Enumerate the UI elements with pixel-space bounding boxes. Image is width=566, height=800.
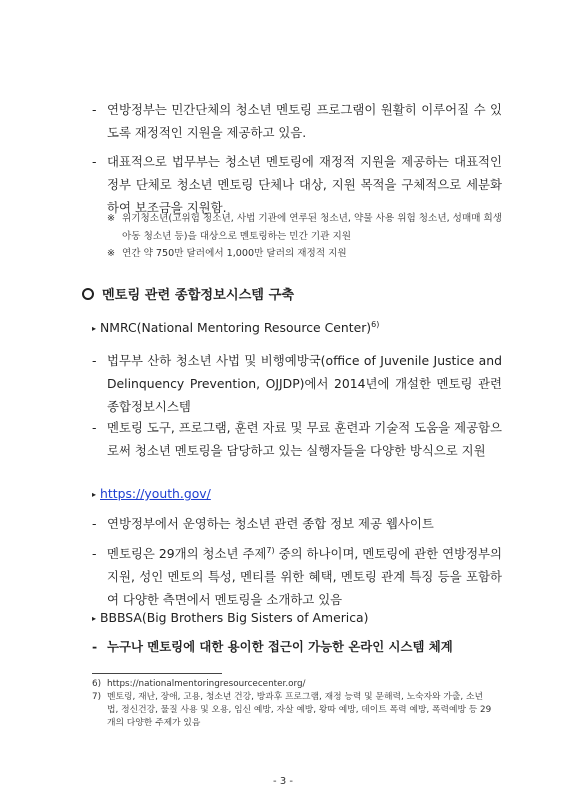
footnote-number: 6) (92, 679, 102, 689)
footnote-number: 7) (92, 692, 102, 702)
bullet-text: 대표적으로 법무부는 청소년 멘토링에 재정적 지원을 제공하는 대표적인 정부 단체로 청소년 멘토링 단체나 대상, 지원 목적을 구체적으로 세분화하여 보조금을 지원함. (107, 154, 502, 215)
bullet-text-part: 중의 하나이며, 멘토링에 관한 연방정부의 지원, 성인 멘토의 특성, 멘티를 위한 혜택, 멘토링 관계 특징 등을 포함하여 다양한 측면에서 멘토링을 소개하고 있음 (107, 546, 502, 607)
note-text: 위기청소년(고위험 청소년, 사법 기관에 연루된 청소년, 약물 사용 위험 청소년, 성매매 희생 아동 청소년 등)을 대상으로 멘토링하는 민간 기관 지원 (122, 213, 503, 242)
bullet-item (92, 635, 502, 658)
bullet-item (92, 512, 502, 535)
triangle-bullet-icon: ▸ (92, 324, 97, 333)
bullet-text: 연방정부는 민간단체의 청소년 멘토링 프로그램이 원활히 이루어질 수 있도록 재정적인 지원을 제공하고 있음. (107, 102, 502, 140)
triangle-bullet-icon: ▸ (92, 490, 97, 499)
note-text: 연간 약 750만 달러에서 1,000만 달러의 재정적 지원 (122, 248, 347, 259)
circle-bullet-icon (82, 288, 94, 300)
bullet-text: 누구나 멘토링에 대한 용이한 접근이 가능한 온라인 시스템 체계 (107, 639, 453, 654)
dash-marker: - (92, 353, 97, 368)
section-title: 멘토링 관련 종합정보시스템 구축 (102, 288, 295, 303)
reference-note (107, 245, 507, 263)
dash-marker: - (92, 102, 97, 117)
bullet-item (92, 150, 502, 219)
footnote (92, 691, 492, 730)
dash-marker: - (92, 516, 97, 531)
page-number: - 3 - (273, 776, 293, 787)
source-title: BBBSA(Big Brothers Big Sisters of America) (100, 610, 369, 625)
bullet-item (92, 349, 502, 418)
source-heading-bbbsa (92, 608, 368, 630)
footnote-ref[interactable]: 6) (371, 319, 380, 329)
dash-marker: - (92, 546, 97, 561)
youth-gov-link[interactable]: https://youth.gov/ (100, 486, 211, 501)
bullet-text (92, 542, 502, 611)
bullet-item (92, 416, 502, 462)
footnote-divider (92, 673, 222, 674)
footnote-ref[interactable]: 7) (266, 545, 275, 555)
note-mark: ※ (107, 248, 116, 259)
footnote-text: https://nationalmentoringresourcecenter.org/ (107, 679, 306, 689)
section-heading (82, 286, 294, 306)
source-heading-nmrc (92, 318, 379, 340)
footnote (92, 678, 492, 691)
dash-marker: - (92, 639, 98, 654)
bullet-text: 멘토링 도구, 프로그램, 훈련 자료 및 무료 훈련과 기술적 도움을 제공함으로써 청소년 멘토링을 담당하고 있는 실행자들을 다양한 방식으로 지원 (107, 420, 502, 458)
dash-marker: - (92, 154, 97, 169)
footnote-text: 멘토링, 재난, 장애, 고용, 청소년 건강, 방과후 프로그램, 재정 능력 및 문해력, 노숙자와 가출, 소년법, 정신건강, 물질 사용 및 오용, 임신 예방, 자살 예방, 왕따 예방, 데이트 폭력 예방, 폭력예방 등 29개의 다양한 주제가 있음 (107, 692, 492, 728)
triangle-bullet-icon: ▸ (92, 614, 97, 623)
bullet-text: 법무부 산하 청소년 사법 및 비행예방국(office of Juvenile Justice and Delinquency Prevention, OJJDP)에서 2014년에 개설한 멘토링 관련 종합정보시스템 (107, 353, 502, 414)
source-title: NMRC(National Mentoring Resource Center) (100, 320, 372, 335)
dash-marker: - (92, 420, 97, 435)
reference-note (107, 210, 507, 246)
note-mark: ※ (107, 213, 116, 224)
bullet-text: 연방정부에서 운영하는 청소년 관련 종합 정보 제공 웹사이트 (107, 516, 434, 531)
source-heading-youth-gov (92, 484, 211, 506)
bullet-item (92, 542, 502, 611)
bullet-text-part: 멘토링은 29개의 청소년 주제 (107, 546, 267, 561)
bullet-item (92, 98, 502, 144)
